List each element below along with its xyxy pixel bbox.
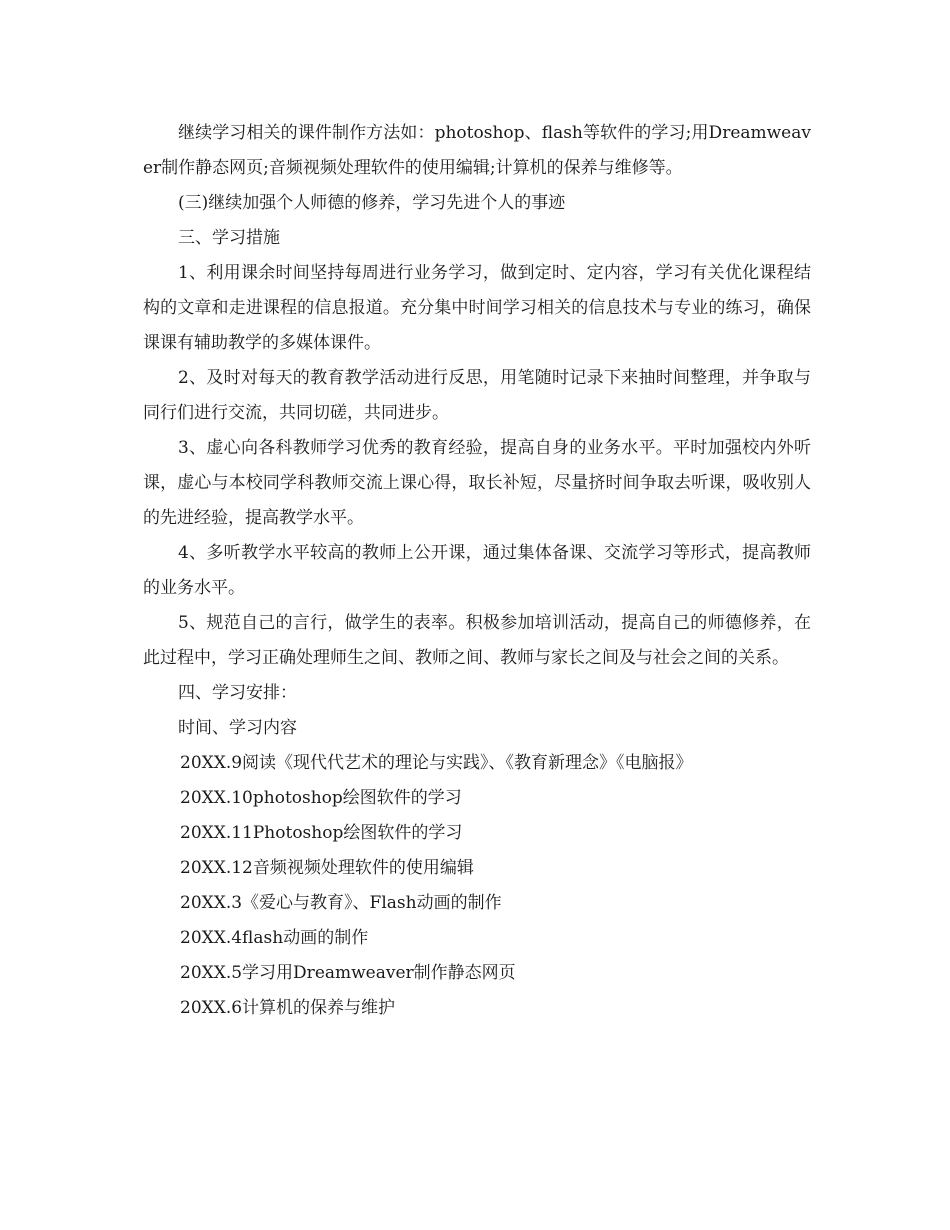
heading-measures: 三、学习措施 — [178, 228, 280, 248]
schedule-item: 20XX.10photoshop绘图软件的学习 — [180, 788, 462, 808]
schedule-item: 20XX.11Photoshop绘图软件的学习 — [180, 823, 463, 843]
schedule-item: 20XX.12音频视频处理软件的使用编辑 — [180, 858, 474, 878]
paragraph-measure-2: 2、及时对每天的教育教学活动进行反思，用笔随时记录下来抽时间整理，并争取与同行们进行交流，共同切磋，共同进步。 — [143, 368, 811, 423]
schedule-header: 时间、学习内容 — [178, 718, 297, 738]
schedule-item: 20XX.6计算机的保养与维护 — [180, 998, 396, 1018]
paragraph-measure-5: 5、规范自己的言行，做学生的表率。积极参加培训活动，提高自己的师德修养，在此过程中，学习正确处理师生之间、教师之间、教师与家长之间及与社会之间的关系。 — [143, 613, 811, 668]
heading-schedule: 四、学习安排： — [178, 683, 297, 703]
paragraph-measure-3: 3、虚心向各科教师学习优秀的教育经验，提高自身的业务水平。平时加强校内外听课，虚心与本校同学科教师交流上课心得，取长补短，尽量挤时间争取去听课，吸收别人的先进经验，提高教学水平。 — [143, 438, 811, 528]
schedule-item: 20XX.5学习用Dreamweaver制作静态网页 — [180, 963, 516, 983]
document-body — [143, 116, 811, 1026]
schedule-item: 20XX.9阅读《现代代艺术的理论与实践》、《教育新理念》《电脑报》 — [180, 753, 693, 773]
paragraph-measure-4: 4、多听教学水平较高的教师上公开课，通过集体备课、交流学习等形式，提高教师的业务水平。 — [143, 543, 811, 598]
schedule-item: 20XX.3《爱心与教育》、Flash动画的制作 — [180, 893, 502, 913]
paragraph-ethics: (三)继续加强个人师德的修养，学习先进个人的事迹 — [178, 193, 566, 213]
schedule-item: 20XX.4flash动画的制作 — [180, 928, 369, 948]
paragraph-measure-1: 1、利用课余时间坚持每周进行业务学习，做到定时、定内容，学习有关优化课程结构的文章和走进课程的信息报道。充分集中时间学习相关的信息技术与专业的练习，确保课课有辅助教学的多媒体课件。 — [143, 263, 811, 353]
paragraph-software-study: 继续学习相关的课件制作方法如：photoshop、flash等软件的学习;用Dreamweaver制作静态网页;音频视频处理软件的使用编辑;计算机的保养与维修等。 — [143, 123, 811, 178]
